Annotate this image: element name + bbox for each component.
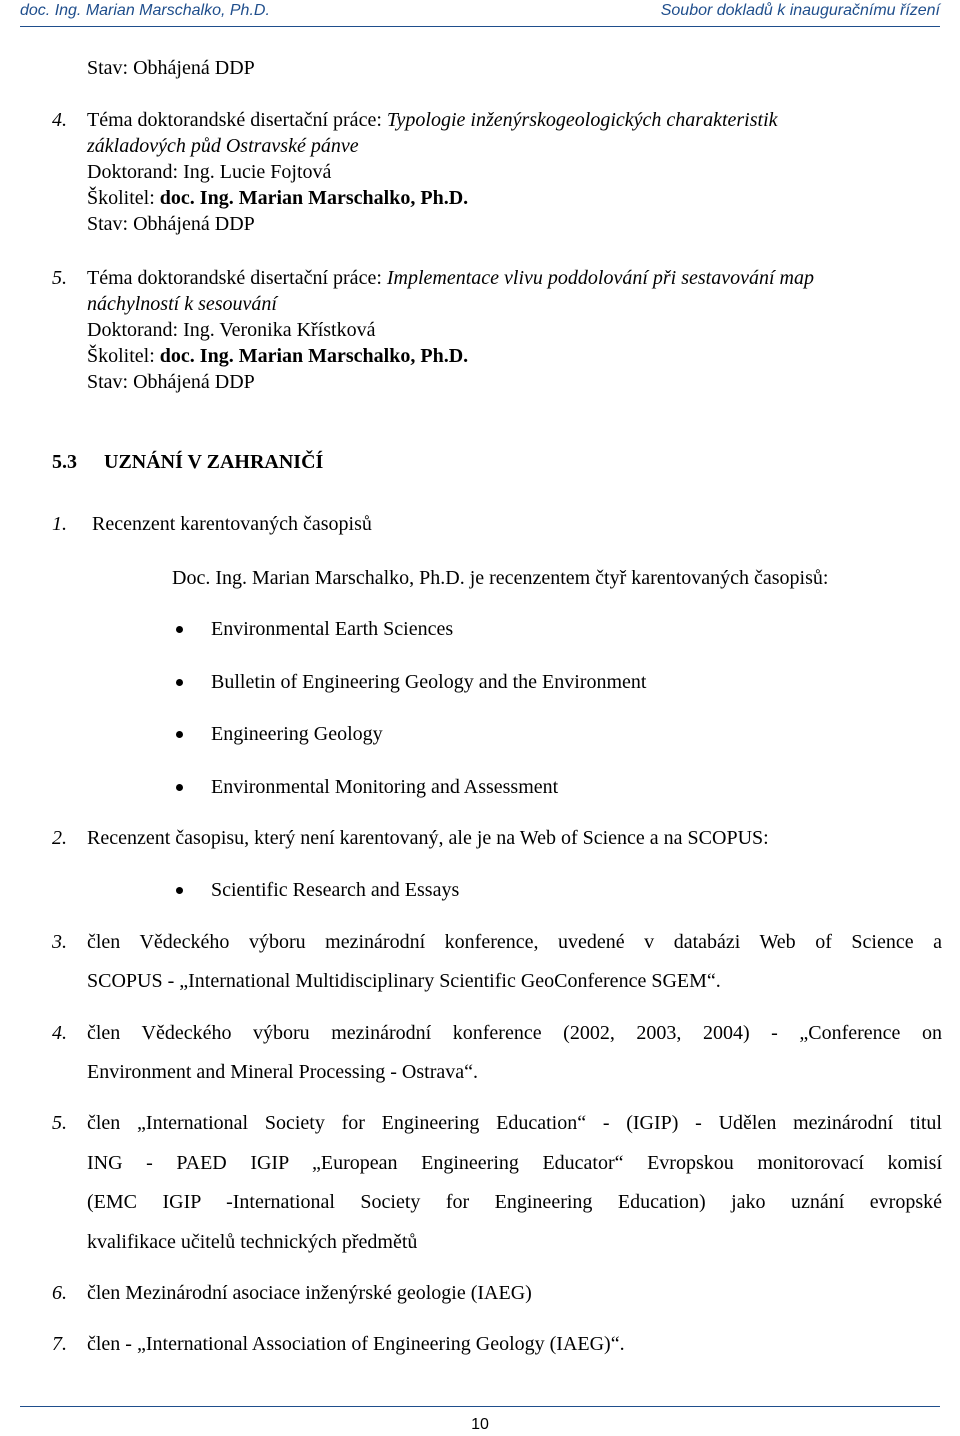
- bullet-dot: [176, 626, 183, 633]
- item-text-line: člen Vědeckého výboru mezinárodní konference, uvedené v databázi Web of Science a: [87, 931, 942, 953]
- thesis-number: 5.: [52, 267, 67, 289]
- item-intro: Doc. Ing. Marian Marschalko, Ph.D. je recenzentem čtyř karentovaných časopisů:: [172, 567, 829, 589]
- item-number: 5.: [52, 1112, 67, 1134]
- item-text-line: ING - PAED IGIP „European Engineering Educator“ Evropskou monitorovací komisí: [87, 1152, 942, 1174]
- item-number: 7.: [52, 1333, 67, 1355]
- bullet-dot: [176, 784, 183, 791]
- thesis-topic: [87, 266, 814, 290]
- item-text-line: člen „International Society for Engineering Education“ - (IGIP) - Udělen mezinárodní titul: [87, 1112, 942, 1134]
- journal-item: Environmental Earth Sciences: [211, 618, 454, 640]
- bullet-dot: [176, 887, 183, 894]
- thesis-skolitel: [87, 186, 468, 210]
- item-number: 4.: [52, 1022, 67, 1044]
- bullet-dot: [176, 679, 183, 686]
- journal-item: Environmental Monitoring and Assessment: [211, 776, 559, 798]
- header-divider: [20, 26, 940, 27]
- thesis-topic-title: Implementace vlivu poddolování při sestavování map: [386, 267, 814, 289]
- item-text: Recenzent karentovaných časopisů: [92, 513, 372, 535]
- thesis-topic-title-cont: náchylností k sesouvání: [87, 293, 277, 315]
- thesis-status: Stav: Obhájená DDP: [87, 213, 255, 235]
- item-text-line: Environment and Mineral Processing - Ostrava“.: [87, 1061, 479, 1083]
- item-number: 6.: [52, 1282, 67, 1304]
- skolitel-label: Školitel:: [87, 187, 160, 209]
- thesis-topic-label: Téma doktorandské disertační práce:: [87, 109, 387, 131]
- header-document-title: Soubor dokladů k inauguračnímu řízení: [660, 2, 940, 19]
- skolitel-name: doc. Ing. Marian Marschalko, Ph.D.: [159, 345, 469, 367]
- item-number: 1.: [52, 513, 67, 535]
- item-text: Recenzent časopisu, který není karentovaný, ale je na Web of Science a na SCOPUS:: [87, 827, 769, 849]
- thesis-topic-title: Typologie inženýrskogeologických charakteristik: [386, 109, 778, 131]
- section-title: UZNÁNÍ V ZAHRANIČÍ: [104, 451, 324, 473]
- skolitel-name: doc. Ing. Marian Marschalko, Ph.D.: [159, 187, 469, 209]
- thesis-topic-label: Téma doktorandské disertační práce:: [87, 267, 387, 289]
- page-number: 10: [471, 1416, 489, 1433]
- item-text-line: člen Vědeckého výboru mezinárodní konference (2002, 2003, 2004) - „Conference on: [87, 1022, 942, 1044]
- footer-divider: [20, 1406, 940, 1407]
- status-line: Stav: Obhájená DDP: [87, 57, 255, 79]
- item-text-line: kvalifikace učitelů technických předmětů: [87, 1231, 418, 1253]
- thesis-number: 4.: [52, 109, 67, 131]
- item-number: 3.: [52, 931, 67, 953]
- thesis-topic: [87, 108, 778, 132]
- item-text: člen Mezinárodní asociace inženýrské geologie (IAEG): [87, 1282, 532, 1304]
- thesis-topic-title-cont: základových půd Ostravské pánve: [87, 135, 359, 157]
- header-author: doc. Ing. Marian Marschalko, Ph.D.: [20, 2, 270, 19]
- bullet-dot: [176, 731, 183, 738]
- thesis-doktorand: Doktorand: Ing. Veronika Křístková: [87, 319, 376, 341]
- journal-item: Scientific Research and Essays: [211, 879, 460, 901]
- thesis-skolitel: [87, 344, 468, 368]
- item-text: člen - „International Association of Engineering Geology (IAEG)“.: [87, 1333, 625, 1355]
- item-text-line: SCOPUS - „International Multidisciplinary Scientific GeoConference SGEM“.: [87, 970, 721, 992]
- journal-item: Bulletin of Engineering Geology and the Environment: [211, 671, 647, 693]
- journal-item: Engineering Geology: [211, 723, 383, 745]
- section-number: 5.3: [52, 451, 77, 473]
- thesis-status: Stav: Obhájená DDP: [87, 371, 255, 393]
- item-number: 2.: [52, 827, 67, 849]
- thesis-doktorand: Doktorand: Ing. Lucie Fojtová: [87, 161, 332, 183]
- item-text-line: (EMC IGIP -International Society for Engineering Education) jako uznání evropské: [87, 1191, 942, 1213]
- skolitel-label: Školitel:: [87, 345, 160, 367]
